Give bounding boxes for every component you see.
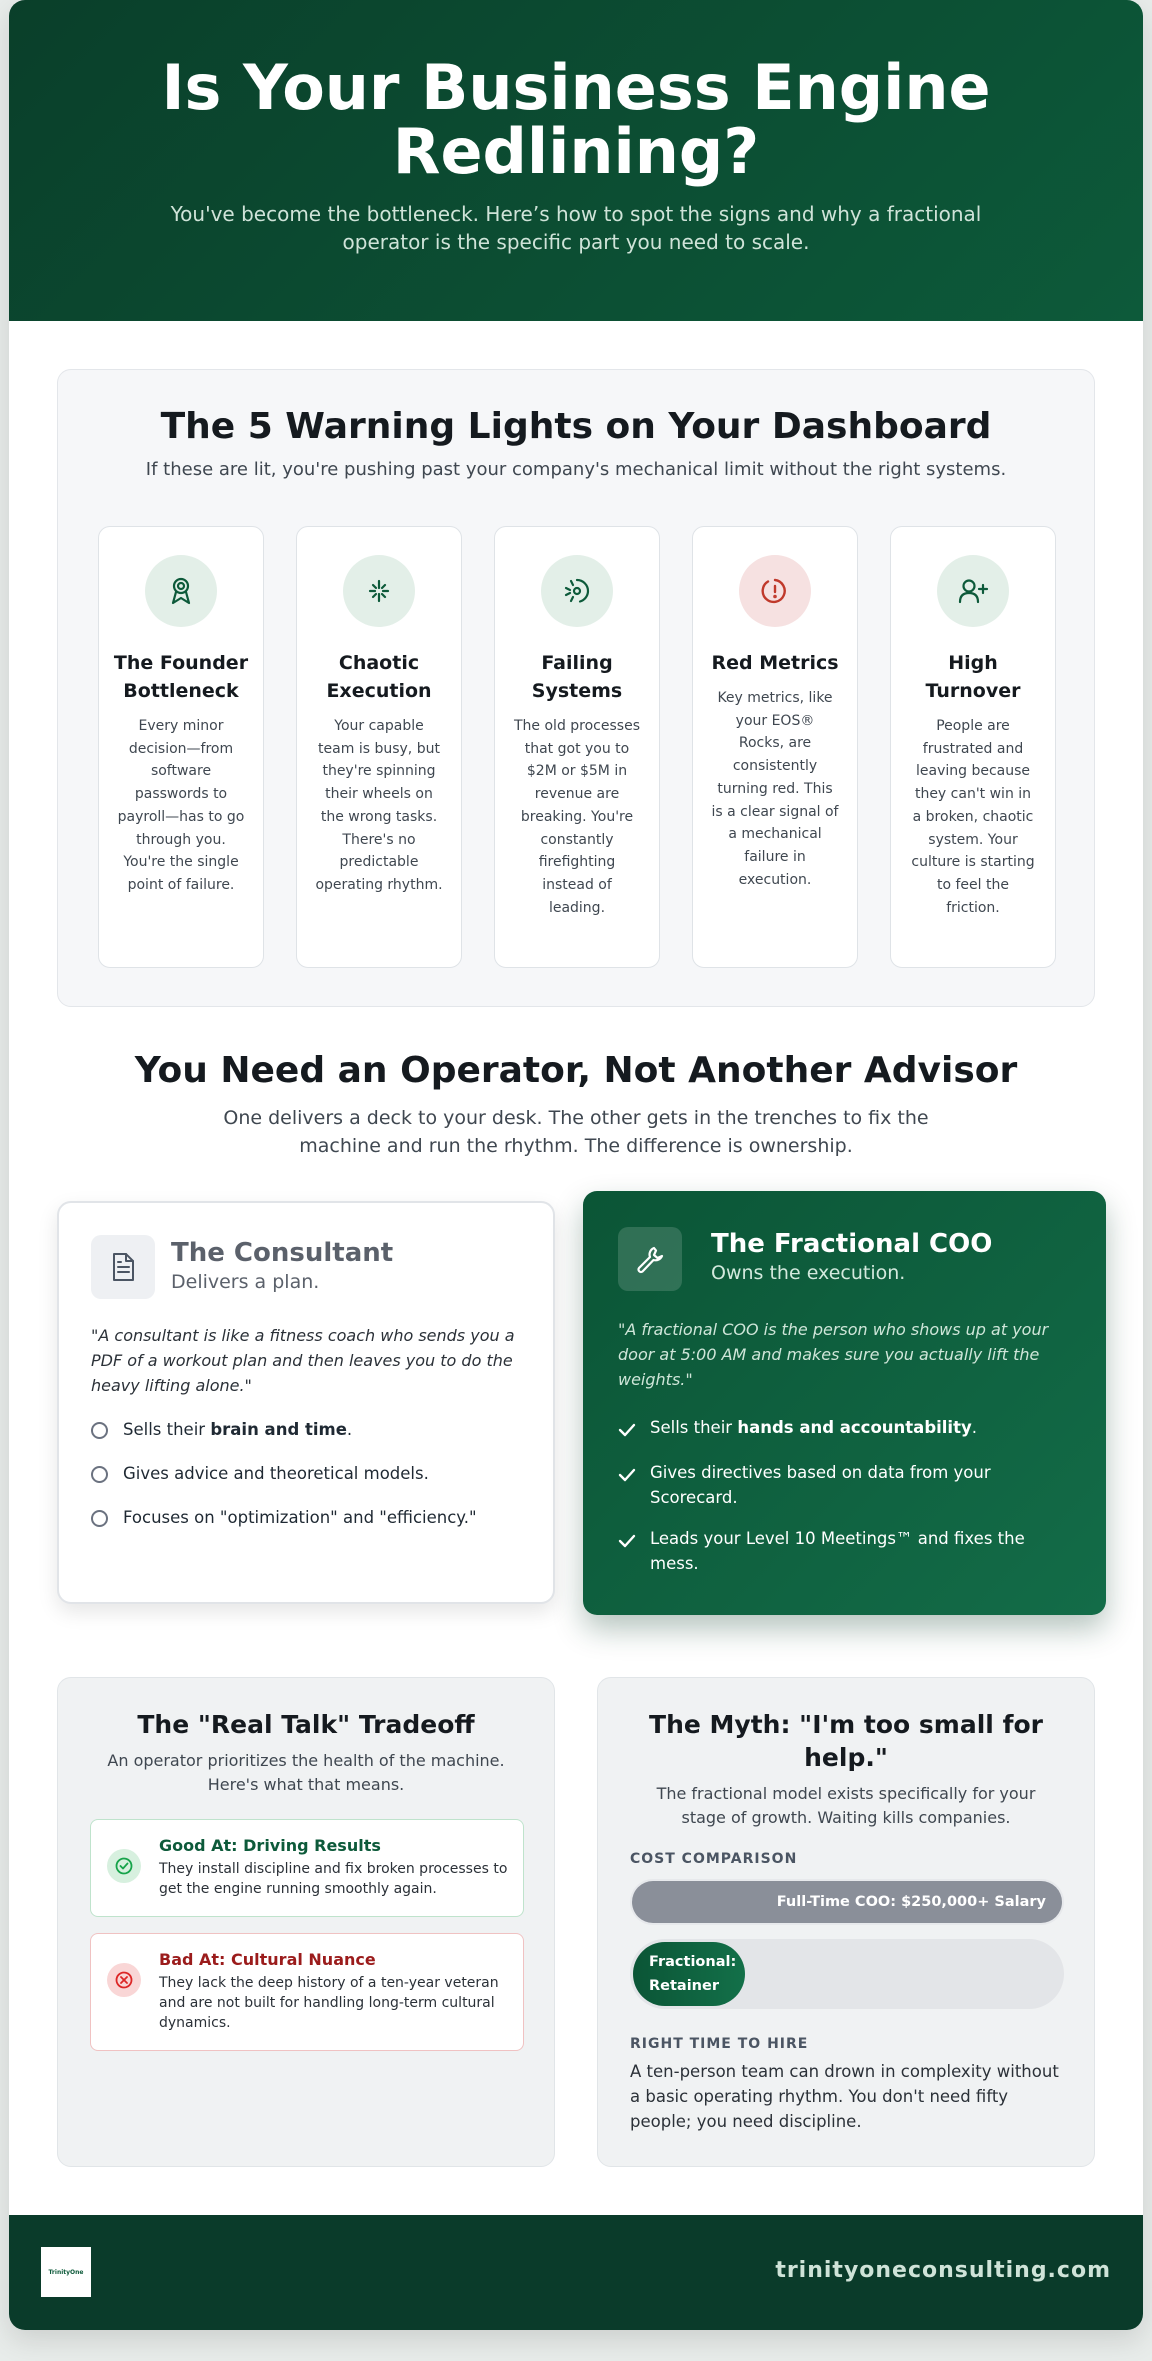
check-icon xyxy=(618,1468,636,1482)
warning-subtitle: If these are lit, you're pushing past your company's mechanical limit without the right systems. xyxy=(145,459,1007,480)
myth-panel xyxy=(597,1677,1095,2167)
fractional-label-2: Retainer xyxy=(649,1978,719,1994)
fractional-coo-card xyxy=(583,1191,1106,1615)
broken-gear-icon xyxy=(541,555,613,627)
warning-card-title: Red Metrics xyxy=(711,652,839,674)
list-item: Leads your Level 10 Meetings™ and fixes the mess. xyxy=(618,1526,1078,1576)
circle-icon xyxy=(91,1422,108,1439)
website-link[interactable]: trinityoneconsulting.com xyxy=(775,2258,1111,2283)
consultant-subtitle: Delivers a plan. xyxy=(171,1271,320,1293)
full-time-bar-track xyxy=(630,1879,1064,1925)
warning-card xyxy=(890,526,1056,968)
founder-icon xyxy=(145,555,217,627)
warning-card xyxy=(296,526,462,968)
wrench-icon xyxy=(618,1227,682,1291)
bad-at-title: Bad At: Cultural Nuance xyxy=(159,1950,376,1969)
user-plus-icon xyxy=(937,555,1009,627)
warning-card-text: People are frustrated and leaving because they can't win in a broken, chaotic system. Your culture is starting to feel the friction. xyxy=(911,718,1035,916)
myth-title: The Myth: "I'm too small for help." xyxy=(649,1710,1043,1772)
consultant-title: The Consultant xyxy=(171,1238,394,1268)
warning-card xyxy=(692,526,858,968)
warning-card-title: Failing Systems xyxy=(531,652,623,702)
right-time-label: RIGHT TIME TO HIRE xyxy=(630,2036,809,2052)
fractional-label-1: Fractional: xyxy=(649,1954,737,1970)
warning-card-text: Key metrics, like your EOS® Rocks, are consistently turning red. This is a clear signal of a mechanical failure in execution. xyxy=(711,690,839,888)
warning-card-title: High Turnover xyxy=(925,652,1021,702)
x-circle-icon xyxy=(107,1963,141,1997)
coo-subtitle: Owns the execution. xyxy=(711,1262,906,1284)
list-item: Gives advice and theoretical models. xyxy=(91,1461,531,1490)
check-icon xyxy=(618,1423,636,1437)
chaos-icon xyxy=(343,555,415,627)
alert-gauge-icon xyxy=(739,555,811,627)
good-at-text: They install discipline and fix broken processes to get the engine running smoothly again. xyxy=(159,1861,508,1897)
check-circle-icon xyxy=(107,1849,141,1883)
check-icon xyxy=(618,1534,636,1548)
warning-card-title: The Founder Bottleneck xyxy=(113,652,249,702)
warning-card-text: The old processes that got you to $2M or $5M in revenue are breaking. You're constantly firefighting instead of leading. xyxy=(514,718,640,916)
warning-card-text: Your capable team is busy, but they're spinning their wheels on the wrong tasks. There's no predictable operating rhythm. xyxy=(315,718,443,893)
warning-card-title: Chaotic Execution xyxy=(326,652,432,702)
warning-card-text: Every minor decision—from software passwords to payroll—has to go through you. You're the single point of failure. xyxy=(117,718,245,893)
hero-subtitle: You've become the bottleneck. Here’s how to spot the signs and why a fractional operator is the specific part you need to scale. xyxy=(170,202,982,254)
operator-subtitle: One delivers a deck to your desk. The other gets in the trenches to fix the machine and run the rhythm. The difference is ownership. xyxy=(223,1107,929,1157)
consultant-card xyxy=(57,1201,555,1604)
list-item: Gives directives based on data from your Scorecard. xyxy=(618,1460,1078,1510)
fractional-bar-track xyxy=(630,1939,1064,2009)
fractional-bar xyxy=(633,1942,745,2006)
company-logo[interactable]: TrinityOne xyxy=(41,2247,91,2297)
coo-quote: "A fractional COO is the person who shows up at your door at 5:00 AM and makes sure you actually lift the weights." xyxy=(618,1320,1049,1389)
hero-banner xyxy=(9,0,1143,321)
coo-list xyxy=(618,1415,1078,1592)
bad-at-text: They lack the deep history of a ten-year veteran and are not built for handling long-term cultural dynamics. xyxy=(159,1975,499,2031)
good-at-box xyxy=(90,1819,524,1917)
warning-cards xyxy=(98,526,1056,968)
page xyxy=(9,0,1143,2330)
consultant-quote: "A consultant is like a fitness coach who sends you a PDF of a workout plan and then leaves you to do the heavy lifting alone." xyxy=(91,1326,515,1395)
operator-title: You Need an Operator, Not Another Advisor xyxy=(134,1050,1018,1091)
warning-title: The 5 Warning Lights on Your Dashboard xyxy=(160,406,992,447)
tradeoff-panel xyxy=(57,1677,555,2167)
list-item: Sells their brain and time. xyxy=(91,1417,531,1446)
full-time-bar: Full-Time COO: $250,000+ Salary xyxy=(632,1881,1062,1923)
tradeoff-subtitle: An operator prioritizes the health of the machine. Here's what that means. xyxy=(107,1751,505,1794)
cost-comparison-label: COST COMPARISON xyxy=(630,1851,798,1867)
warning-lights-section xyxy=(57,369,1095,1007)
footer xyxy=(9,2215,1143,2330)
warning-card xyxy=(98,526,264,968)
consultant-list xyxy=(91,1417,531,1549)
bad-at-box xyxy=(90,1933,524,2051)
document-icon xyxy=(91,1235,155,1299)
warning-card xyxy=(494,526,660,968)
tradeoff-title: The "Real Talk" Tradeoff xyxy=(137,1710,475,1739)
hero-title: Is Your Business Engine Redlining? xyxy=(161,51,991,188)
list-item: Focuses on "optimization" and "efficiency." xyxy=(91,1505,531,1534)
good-at-title: Good At: Driving Results xyxy=(159,1836,381,1855)
myth-subtitle: The fractional model exists specifically for your stage of growth. Waiting kills companies. xyxy=(656,1784,1036,1827)
list-item: Sells their hands and accountability. xyxy=(618,1415,1078,1444)
coo-title: The Fractional COO xyxy=(711,1229,993,1259)
right-time-text: A ten-person team can drown in complexity without a basic operating rhythm. You don't need fifty people; you need discipline. xyxy=(630,2062,1059,2131)
circle-icon xyxy=(91,1510,108,1527)
circle-icon xyxy=(91,1466,108,1483)
